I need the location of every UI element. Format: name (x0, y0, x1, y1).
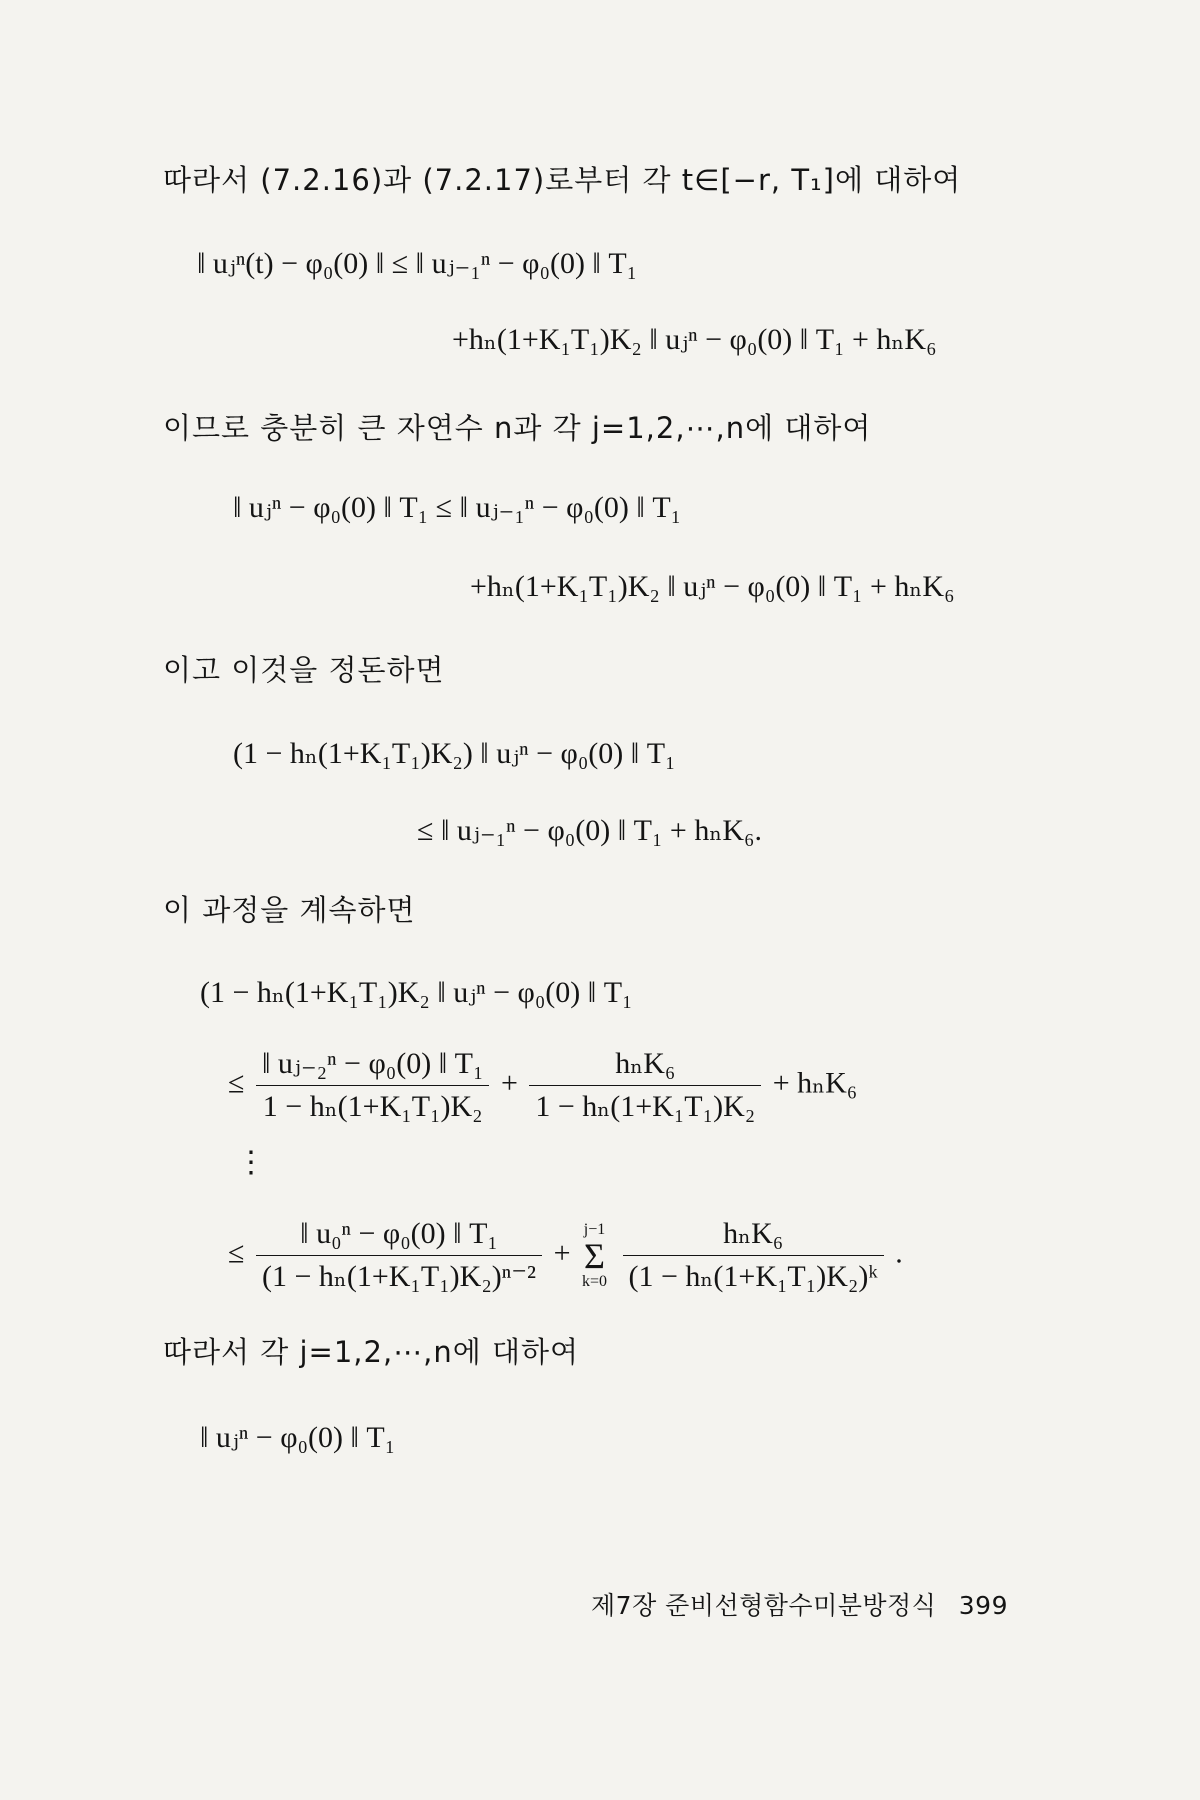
leq-sign: ≤ (228, 1236, 245, 1270)
equation-4-line-3 (228, 1216, 903, 1295)
fraction-1 (256, 1046, 489, 1125)
paragraph-1: 따라서 (7.2.16)과 (7.2.17)로부터 각 t∈[−r, T₁]에 대하여 (163, 163, 962, 197)
tail-term: + hₙK₆ (772, 1066, 858, 1100)
equation-2-line-1: ‖ uⱼⁿ − φ₀(0) ‖ T₁ ≤ ‖ uⱼ₋₁ⁿ − φ₀(0) ‖ T₁ (233, 491, 682, 524)
paragraph-2: 이므로 충분히 큰 자연수 n과 각 j=1,2,⋯,n에 대하여 (163, 411, 872, 445)
fraction-1-denominator: 1 − hₙ(1+K₁T₁)K₂ (262, 1090, 483, 1123)
vertical-ellipsis: ⋮ (236, 1146, 266, 1179)
paragraph-4: 이 과정을 계속하면 (163, 893, 416, 927)
fraction-4-denominator: (1 − hₙ(1+K₁T₁)K₂)ᵏ (628, 1260, 878, 1293)
equation-4-line-2 (228, 1046, 857, 1125)
fraction-3 (256, 1216, 542, 1295)
equation-4-line-1: (1 − hₙ(1+K₁T₁)K₂ ‖ uⱼⁿ − φ₀(0) ‖ T₁ (200, 976, 633, 1009)
fraction-4 (623, 1216, 884, 1295)
equation-3-line-2: ≤ ‖ uⱼ₋₁ⁿ − φ₀(0) ‖ T₁ + hₙK₆. (417, 814, 762, 847)
paragraph-3: 이고 이것을 정돈하면 (163, 653, 445, 687)
period: . (895, 1236, 903, 1270)
fraction-1-numerator: ‖ uⱼ₋₂ⁿ − φ₀(0) ‖ T₁ (256, 1046, 489, 1086)
plus-sign: + (500, 1066, 518, 1100)
plus-sign: + (553, 1236, 571, 1270)
paragraph-5: 따라서 각 j=1,2,⋯,n에 대하여 (163, 1335, 580, 1369)
fraction-4-numerator: hₙK₆ (623, 1216, 884, 1256)
fraction-2 (529, 1046, 761, 1125)
fraction-3-numerator: ‖ u₀ⁿ − φ₀(0) ‖ T₁ (256, 1216, 542, 1256)
equation-1-line-1: ‖ uⱼⁿ(t) − φ₀(0) ‖ ≤ ‖ uⱼ₋₁ⁿ − φ₀(0) ‖ T₁ (197, 247, 638, 280)
equation-1-line-2: +hₙ(1+K₁T₁)K₂ ‖ uⱼⁿ − φ₀(0) ‖ T₁ + hₙK₆ (452, 323, 937, 356)
summation-symbol: Σ (584, 1235, 605, 1276)
page-number: 399 (958, 1591, 1008, 1620)
summation-upper: j−1 (583, 1220, 606, 1238)
summation (582, 1222, 607, 1290)
fraction-2-numerator: hₙK₆ (529, 1046, 761, 1086)
summation-lower: k=0 (581, 1272, 608, 1290)
fraction-2-denominator: 1 − hₙ(1+K₁T₁)K₂ (535, 1090, 756, 1123)
leq-sign: ≤ (228, 1066, 245, 1100)
page-footer (591, 1586, 1008, 1622)
equation-5-line-1: ‖ uⱼⁿ − φ₀(0) ‖ T₁ (200, 1421, 396, 1454)
fraction-3-denominator: (1 − hₙ(1+K₁T₁)K₂)ⁿ⁻² (261, 1260, 537, 1293)
chapter-title: 제7장 준비선형함수미분방정식 (591, 1591, 937, 1620)
equation-2-line-2: +hₙ(1+K₁T₁)K₂ ‖ uⱼⁿ − φ₀(0) ‖ T₁ + hₙK₆ (470, 570, 955, 603)
equation-3-line-1: (1 − hₙ(1+K₁T₁)K₂) ‖ uⱼⁿ − φ₀(0) ‖ T₁ (233, 737, 676, 770)
